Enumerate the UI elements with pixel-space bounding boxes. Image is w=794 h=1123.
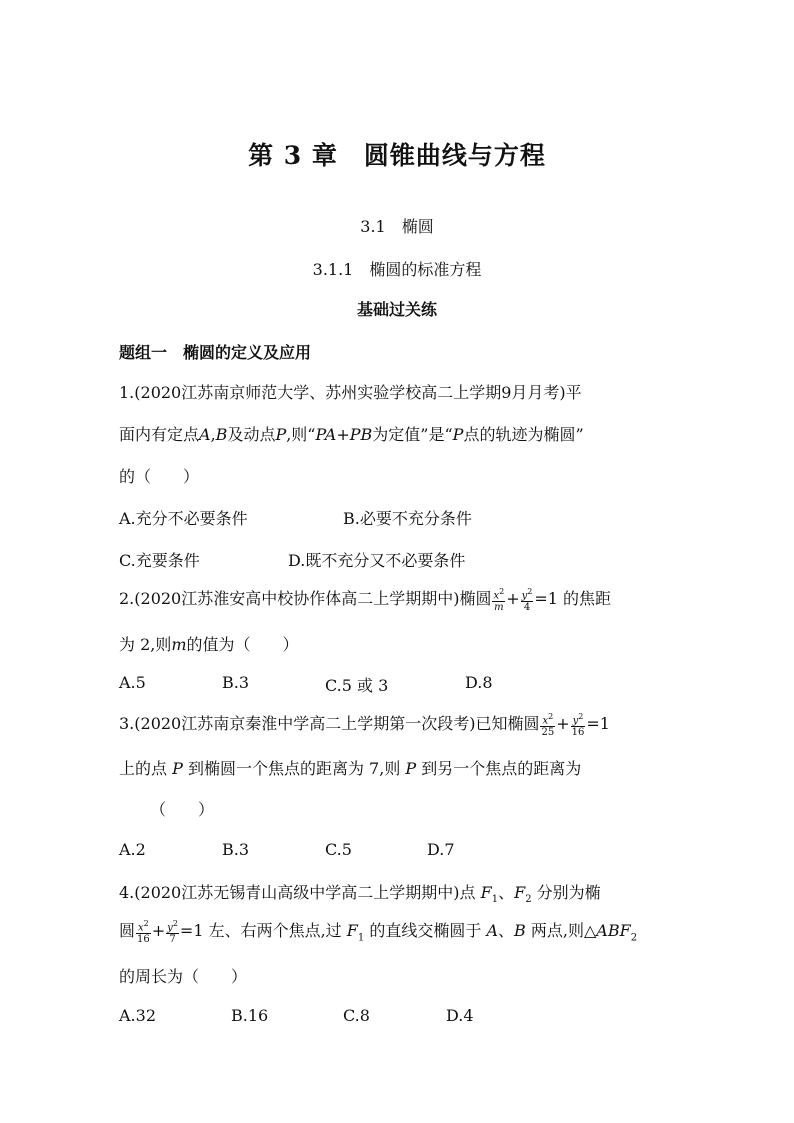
q1-line3: 的（ ） (119, 467, 200, 486)
level-title: 基础过关练 (356, 300, 437, 319)
q2-option-d: D.8 (465, 673, 493, 692)
q4-option-c: C.8 (343, 1006, 370, 1025)
fraction-x2-over-m: $\frac{x^2}{m}$ (493, 587, 505, 614)
fraction-y2-over-16: $\frac{y^2}{16}$ (571, 712, 585, 739)
q3-line1: 3.(2020江苏南京秦淮中学高二上学期第一次段考)已知椭圆 $\frac{x^2}{25}$ + $\frac{y^2}{16}$ =1 (119, 712, 610, 739)
section-title: 3.1 椭圆 (360, 217, 434, 236)
q1-option-c: C.充要条件 (119, 551, 200, 570)
q1-option-b: B.必要不充分条件 (343, 509, 472, 528)
q3-line2: 上的点 P 到椭圆一个焦点的距离为 7,则 P 到另一个焦点的距离为 (119, 759, 582, 778)
q2-option-b: B.3 (222, 673, 250, 692)
q3-option-d: D.7 (427, 840, 455, 859)
q1-option-d: D.既不充分又不必要条件 (288, 551, 466, 570)
q2-option-c: C.5 或 3 (325, 676, 389, 695)
fraction-y2-over-4: $\frac{y^2}{4}$ (521, 587, 533, 614)
fraction-y2-over-7: $\frac{y^2}{7}$ (167, 919, 178, 946)
q3-option-c: C.5 (325, 840, 352, 859)
q1-option-a: A.充分不必要条件 (119, 509, 248, 528)
q1-line1: 1.(2020江苏南京师范大学、苏州实验学校高二上学期9月月考)平 (119, 383, 582, 402)
q3-option-a: A.2 (119, 840, 146, 859)
q4-option-b: B.16 (231, 1006, 269, 1025)
group-title: 题组一 椭圆的定义及应用 (119, 343, 312, 362)
q4-option-d: D.4 (446, 1006, 474, 1025)
subsection-title: 3.1.1 椭圆的标准方程 (312, 260, 482, 279)
fraction-x2-over-25: $\frac{x^2}{25}$ (541, 712, 555, 739)
q4-line1: 4.(2020江苏无锡青山高级中学高二上学期期中)点 $F_1$、$F_2$ 分别为椭 (119, 883, 601, 906)
q3-option-b: B.3 (222, 840, 250, 859)
q4-option-a: A.32 (119, 1006, 156, 1025)
q2-option-a: A.5 (119, 673, 146, 692)
q1-line2: 面内有定点A,B及动点P,则“PA+PB为定值”是“P点的轨迹为椭圆” (119, 425, 584, 444)
chapter-title: 第 3 章 圆锥曲线与方程 (248, 141, 546, 170)
q2-line1: 2.(2020江苏淮安高中校协作体高二上学期期中)椭圆 $\frac{x^2}{m}$ + $\frac{y^2}{4}$ =1 的焦距 (119, 587, 612, 614)
q3-line3: （ ） (150, 800, 215, 819)
q2-line2: 为 2,则m的值为（ ） (119, 635, 299, 654)
fraction-x2-over-16: $\frac{x^2}{16}$ (137, 919, 150, 946)
q4-line3: 的周长为（ ） (119, 967, 248, 986)
q4-line2: 圆 $\frac{x^2}{16}$ + $\frac{y^2}{7}$ =1 左、右两个焦点,过 $F_1$ 的直线交椭圆于 A、B 两点,则$\triangle ABF_2$ (119, 919, 638, 946)
